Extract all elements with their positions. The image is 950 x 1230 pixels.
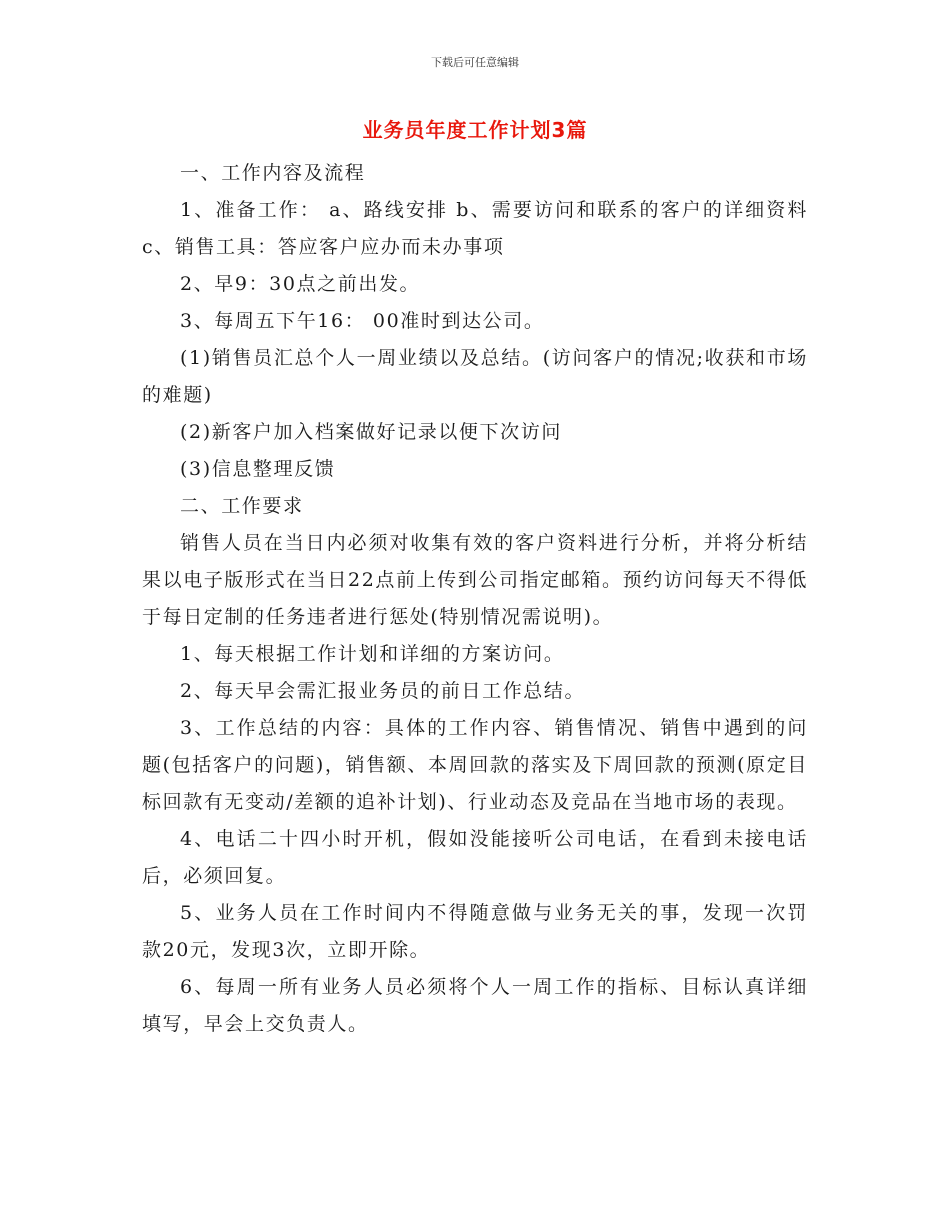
section-heading: 二、工作要求	[180, 495, 304, 517]
paragraph: 3、工作总结的内容：具体的工作内容、销售情况、销售中遇到的问题(包括客户的问题)，销售额、本周回款的落实及下周回款的预测(原定目标回款有无变动/差额的追补计划)、行业动态及竞品在当地市场的表现。	[142, 717, 808, 813]
paragraph: 3、每周五下午16： 00准时到达公司。	[180, 310, 545, 332]
paragraph: 6、每周一所有业务人员必须将个人一周工作的指标、目标认真详细填写，早会上交负责人。	[142, 976, 808, 1035]
document-body	[142, 155, 808, 1043]
section-heading: 一、工作内容及流程	[180, 162, 366, 184]
paragraph: 5、业务人员在工作时间内不得随意做与业务无关的事，发现一次罚款20元，发现3次，立即开除。	[142, 902, 808, 961]
paragraph: (3)信息整理反馈	[180, 458, 336, 480]
paragraph: 销售人员在当日内必须对收集有效的客户资料进行分析，并将分析结果以电子版形式在当日22点前上传到公司指定邮箱。预约访问每天不得低于每日定制的任务违者进行惩处(特别情况需说明)。	[142, 532, 808, 628]
paragraph: 1、准备工作： a、路线安排 b、需要访问和联系的客户的详细资料 c、销售工具：答应客户应办而未办事项	[142, 199, 808, 258]
paragraph: 4、电话二十四小时开机，假如没能接听公司电话，在看到未接电话后，必须回复。	[142, 828, 808, 887]
paragraph: 1、每天根据工作计划和详细的方案访问。	[180, 643, 565, 665]
paragraph: 2、早9：30点之前出发。	[180, 273, 421, 295]
paragraph: (1)销售员汇总个人一周业绩以及总结。(访问客户的情况;收获和市场的难题)	[142, 347, 808, 406]
document-title: 业务员年度工作计划3篇	[362, 118, 588, 142]
page-header: 下载后可任意编辑	[431, 56, 519, 69]
paragraph: (2)新客户加入档案做好记录以便下次访问	[180, 421, 562, 443]
paragraph: 2、每天早会需汇报业务员的前日工作总结。	[180, 680, 586, 702]
